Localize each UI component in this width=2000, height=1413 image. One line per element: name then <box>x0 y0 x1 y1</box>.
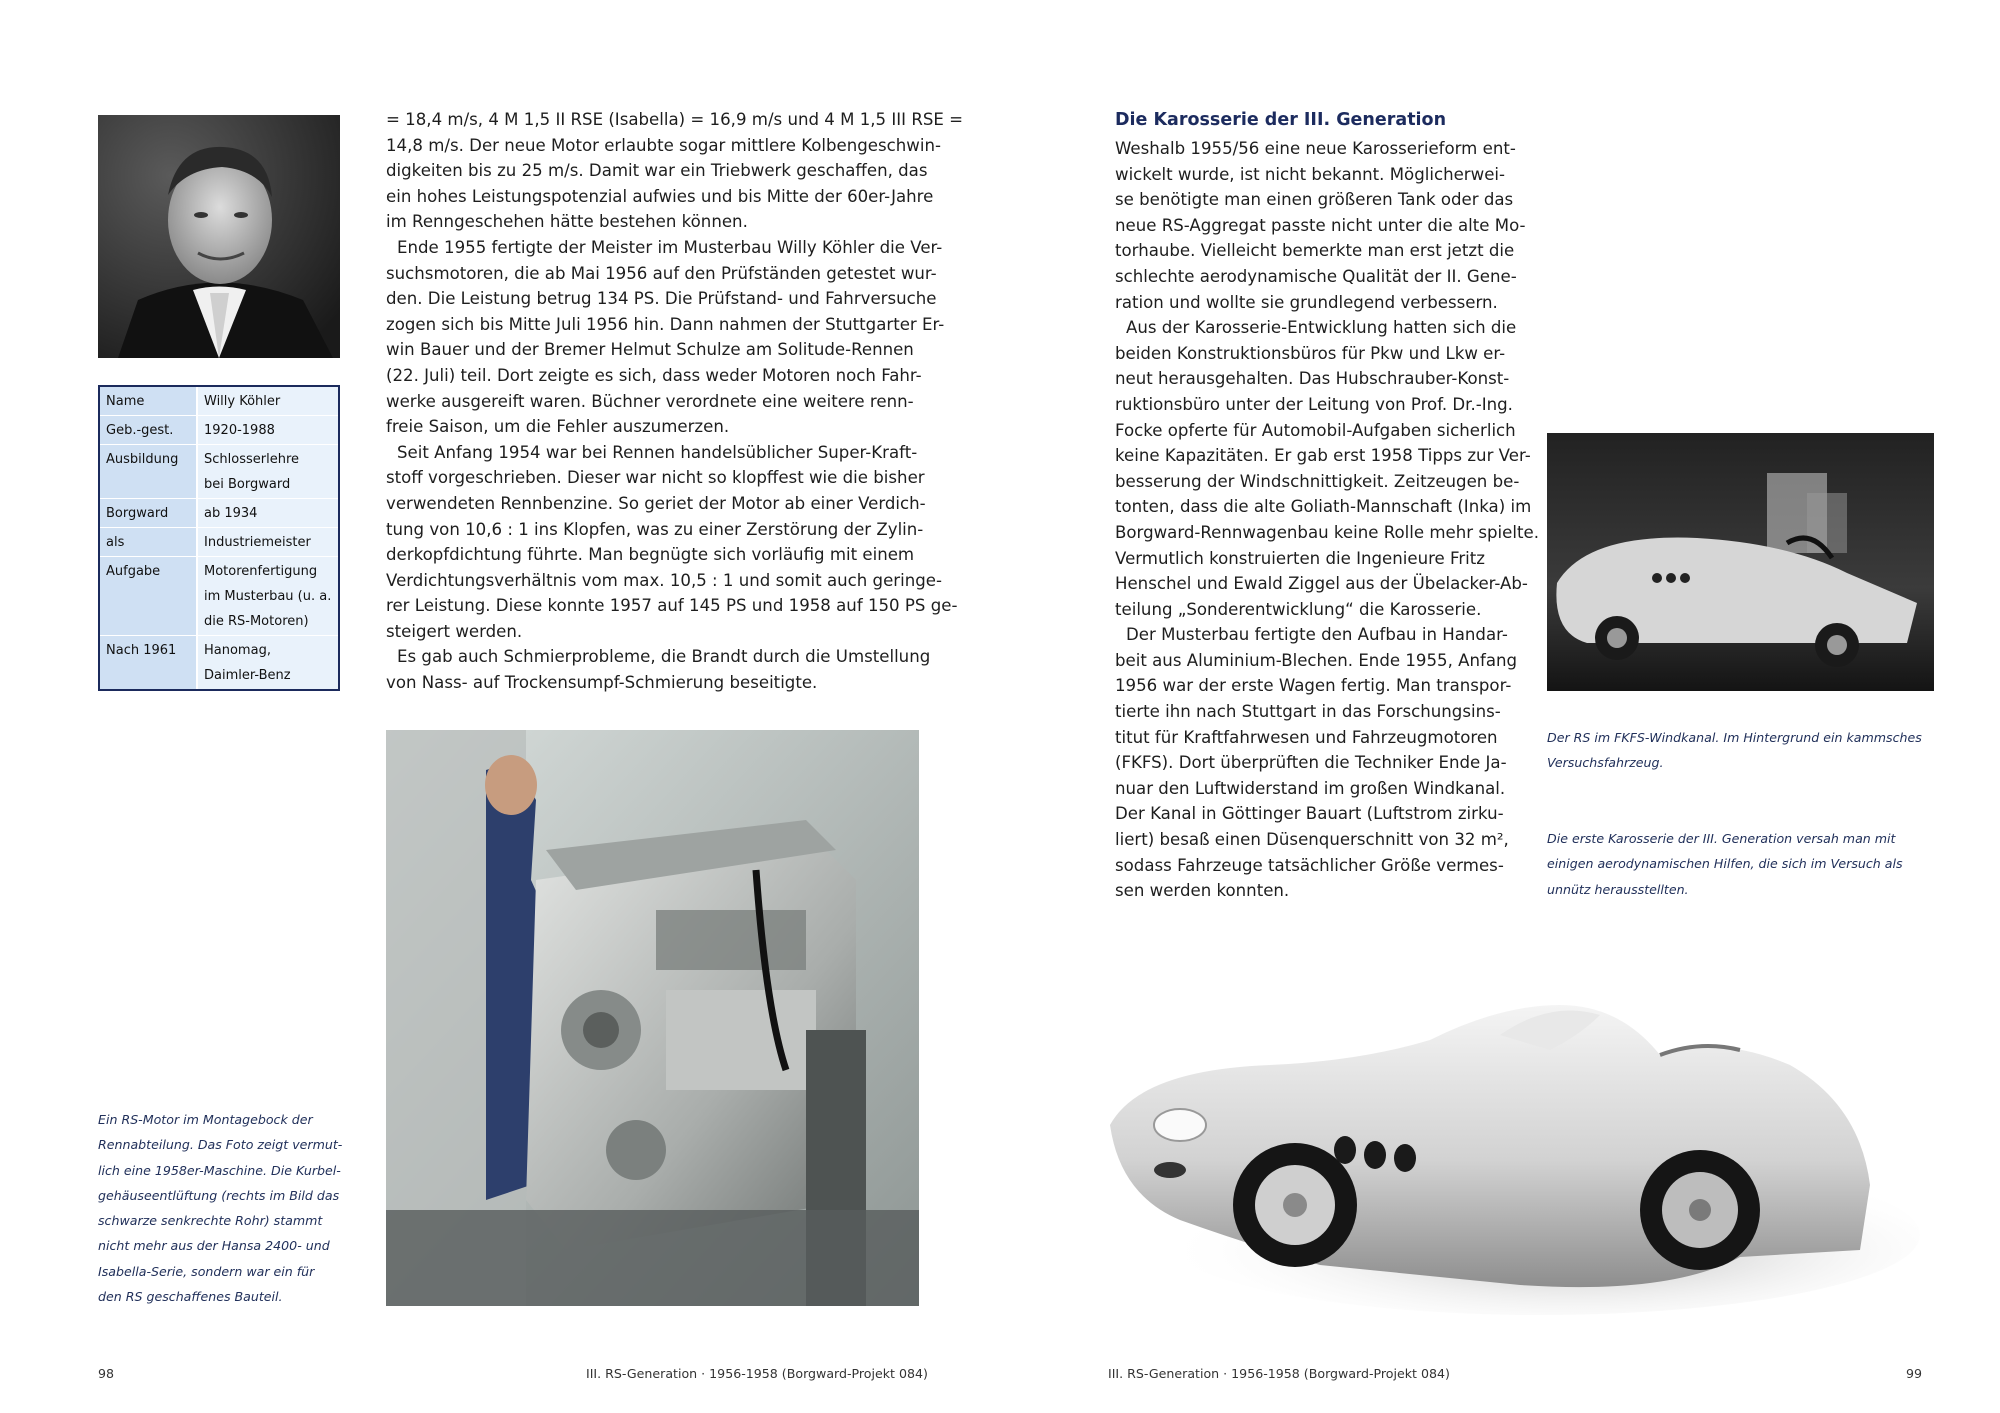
caption-line: Rennabteilung. Das Foto zeigt vermut- <box>98 1137 343 1153</box>
engine-photo <box>386 730 919 1306</box>
body-line: den. Die Leistung betrug 134 PS. Die Prüfstand- und Fahrversuche <box>386 289 937 309</box>
body-line: Der Kanal in Göttinger Bauart (Luftstrom zirku- <box>1115 804 1504 824</box>
body-line: Weshalb 1955/56 eine neue Karosserieform ent- <box>1115 139 1516 158</box>
bio-key: Nach 1961 <box>100 636 196 689</box>
bio-value <box>196 636 338 689</box>
body-line: tierte ihn nach Stuttgart in das Forschungsins- <box>1115 702 1501 722</box>
bio-row <box>100 416 338 445</box>
body-line: stoff vorgeschrieben. Dieser war nicht so klopffest wie die bisher <box>386 468 925 488</box>
running-head-left: III. RS-Generation · 1956-1958 (Borgward-Projekt 084) <box>586 1366 928 1381</box>
windtunnel-caption <box>1547 725 1947 776</box>
body-line: verwendeten Rennbenzine. So geriet der Motor ab einer Verdich- <box>386 493 926 513</box>
body-line: sodass Fahrzeuge tatsächlicher Größe vermes- <box>1115 855 1504 875</box>
portrait-photo <box>98 115 340 358</box>
bio-value-line: Industriemeister <box>204 535 311 550</box>
bio-row <box>100 387 338 416</box>
body-line: Focke opferte für Automobil-Aufgaben sicherlich <box>1115 420 1516 440</box>
body-line: tonten, dass die alte Goliath-Mannschaft (Inka) im <box>1115 497 1532 517</box>
body-line: Seit Anfang 1954 war bei Rennen handelsüblicher Super-Kraft- <box>397 442 918 462</box>
body-line: = 18,4 m/s, 4 M 1,5 II RSE (Isabella) = 16,9 m/s und 4 M 1,5 III RSE = <box>386 110 964 129</box>
engine-caption <box>98 1107 348 1309</box>
body-line: (FKFS). Dort überprüften die Techniker Ende Ja- <box>1115 753 1507 773</box>
body-line: beit aus Aluminium-Blechen. Ende 1955, Anfang <box>1115 650 1518 670</box>
body-line: ruktionsbüro unter der Leitung von Prof. Dr.-Ing. <box>1115 394 1513 414</box>
bio-value-line: Motorenfertigung <box>204 564 318 579</box>
body-line: besserung der Windschnittigkeit. Zeitzeugen be- <box>1115 471 1520 491</box>
bio-table <box>98 385 340 691</box>
body-line: keine Kapazitäten. Er gab erst 1958 Tipps zur Ver- <box>1115 446 1531 466</box>
bio-value-line: 1920-1988 <box>204 423 275 438</box>
body-line: neue RS-Aggregat passte nicht unter die alte Mo- <box>1115 215 1526 235</box>
body-line: suchsmotoren, die ab Mai 1956 auf den Prüfständen getestet wur- <box>386 263 937 283</box>
caption-line: Der RS im FKFS-Windkanal. Im Hintergrund ein kammsches <box>1547 730 1922 745</box>
body-line: Es gab auch Schmierprobleme, die Brandt durch die Umstellung <box>397 647 931 667</box>
body-line: rer Leistung. Diese konnte 1957 auf 145 PS und 1958 auf 150 PS ge- <box>386 596 958 616</box>
body-line: steigert werden. <box>386 621 523 641</box>
bio-value <box>196 387 338 415</box>
bio-value <box>196 528 338 556</box>
caption-line: Die erste Karosserie der III. Generation versah man mit <box>1547 831 1896 846</box>
body-line: liert) besaß einen Düsenquerschnitt von 32 m², <box>1115 830 1509 850</box>
body-line: ration und wollte sie grundlegend verbessern. <box>1115 292 1498 312</box>
bio-key: Aufgabe <box>100 557 196 635</box>
body-line: Aus der Karosserie-Entwicklung hatten sich die <box>1126 318 1517 338</box>
body-line: Henschel und Ewald Ziggel aus der Übelacker-Ab- <box>1115 574 1528 594</box>
caption-line: gehäuseentlüftung (rechts im Bild das <box>98 1187 340 1203</box>
right-body-text <box>1115 136 1539 904</box>
bio-key: Ausbildung <box>100 445 196 498</box>
bio-value-line: Schlosserlehre <box>204 452 299 467</box>
body-line: se benötigte man einen größeren Tank oder das <box>1115 190 1514 210</box>
body-line: Verdichtungsverhältnis vom max. 10,5 : 1 und somit auch geringe- <box>386 570 942 590</box>
body-line: (22. Juli) teil. Dort zeigte es sich, dass weder Motoren noch Fahr- <box>386 365 922 385</box>
page-number-left: 98 <box>98 1366 115 1381</box>
bio-value <box>196 416 338 444</box>
body-line: Vermutlich konstruierten die Ingenieure Fritz <box>1115 548 1486 568</box>
body-line: beiden Konstruktionsbüros für Pkw und Lkw er- <box>1115 343 1506 363</box>
body-line: freie Saison, um die Fehler auszumerzen. <box>386 417 730 437</box>
body-line: ein hohes Leistungspotenzial aufwies und bis Mitte der 60er-Jahre <box>386 186 934 206</box>
body-line: win Bauer und der Bremer Helmut Schulze am Solitude-Rennen <box>386 340 914 360</box>
body-line: schlechte aerodynamische Qualität der II. Gene- <box>1115 266 1517 286</box>
body-line: sen werden konnten. <box>1115 881 1290 901</box>
body-line: zogen sich bis Mitte Juli 1956 hin. Dann nahmen der Stuttgarter Er- <box>386 314 945 334</box>
car-caption <box>1547 826 1947 902</box>
bio-value-line: bei Borgward <box>204 477 291 492</box>
body-line: titut für Kraftfahrwesen und Fahrzeugmotoren <box>1115 727 1498 747</box>
body-line: nuar den Luftwiderstand im großen Windkanal. <box>1115 778 1506 798</box>
left-body-text <box>386 107 964 696</box>
section-heading: Die Karosserie der III. Generation <box>1115 110 1447 130</box>
bio-value-line: Daimler-Benz <box>204 668 291 683</box>
caption-line: lich eine 1958er-Maschine. Die Kurbel- <box>98 1162 341 1178</box>
bio-row <box>100 499 338 528</box>
bio-key: Borgward <box>100 499 196 527</box>
body-line: Ende 1955 fertigte der Meister im Musterbau Willy Köhler die Ver- <box>397 237 943 257</box>
body-line: tung von 10,6 : 1 ins Klopfen, was zu einer Zerstörung der Zylin- <box>386 519 924 539</box>
running-head-right: III. RS-Generation · 1956-1958 (Borgward-Projekt 084) <box>1108 1366 1450 1381</box>
bio-value <box>196 499 338 527</box>
windtunnel-photo <box>1547 433 1934 691</box>
caption-line: den RS geschaffenes Bauteil. <box>98 1289 283 1305</box>
bio-key: Name <box>100 387 196 415</box>
caption-line: Isabella-Serie, sondern war ein für <box>98 1263 315 1279</box>
bio-key: Geb.-gest. <box>100 416 196 444</box>
bio-value-line: Hanomag, <box>204 643 271 658</box>
body-line: torhaube. Vielleicht bemerkte man erst jetzt die <box>1115 241 1515 261</box>
caption-line: Versuchsfahrzeug. <box>1547 755 1664 771</box>
bio-key: als <box>100 528 196 556</box>
body-line: Der Musterbau fertigte den Aufbau in Handar- <box>1126 625 1508 645</box>
body-line: teilung „Sonderentwicklung“ die Karosserie. <box>1115 599 1482 619</box>
body-line: 1956 war der erste Wagen fertig. Man transpor- <box>1115 676 1512 696</box>
caption-line: Ein RS-Motor im Montagebock der <box>98 1112 313 1127</box>
bio-value <box>196 557 338 635</box>
bio-row <box>100 528 338 557</box>
bio-value-line: im Musterbau (u. a. <box>204 589 332 604</box>
car-photo <box>1100 995 1920 1320</box>
bio-row <box>100 636 338 689</box>
bio-row <box>100 445 338 499</box>
body-line: neut herausgehalten. Das Hubschrauber-Konst- <box>1115 369 1510 389</box>
bio-value-line: ab 1934 <box>204 506 258 521</box>
body-line: Borgward-Rennwagenbau keine Rolle mehr spielte. <box>1115 522 1539 542</box>
bio-value-line: Willy Köhler <box>204 394 281 409</box>
body-line: digkeiten bis zu 25 m/s. Damit war ein Triebwerk geschaffen, das <box>386 161 928 181</box>
bio-value <box>196 445 338 498</box>
body-line: derkopfdichtung führte. Man begnügte sich vorläufig mit einem <box>386 545 915 565</box>
body-line: wickelt wurde, ist nicht bekannt. Möglicherwei- <box>1115 164 1506 184</box>
body-line: im Renngeschehen hätte bestehen können. <box>386 212 748 232</box>
page-number-right: 99 <box>1906 1366 1923 1381</box>
bio-row <box>100 557 338 636</box>
body-line: von Nass- auf Trockensumpf-Schmierung beseitigte. <box>386 673 818 693</box>
caption-line: einigen aerodynamischen Hilfen, die sich im Versuch als <box>1547 856 1903 872</box>
caption-line: schwarze senkrechte Rohr) stammt <box>98 1213 323 1229</box>
body-line: 14,8 m/s. Der neue Motor erlaubte sogar mittlere Kolbengeschwin- <box>386 135 941 155</box>
caption-line: nicht mehr aus der Hansa 2400- und <box>98 1238 330 1254</box>
bio-value-line: die RS-Motoren) <box>204 614 309 629</box>
body-line: werke ausgereift waren. Büchner verordnete eine weitere renn- <box>386 391 914 411</box>
caption-line: unnütz herausstellten. <box>1547 881 1689 897</box>
